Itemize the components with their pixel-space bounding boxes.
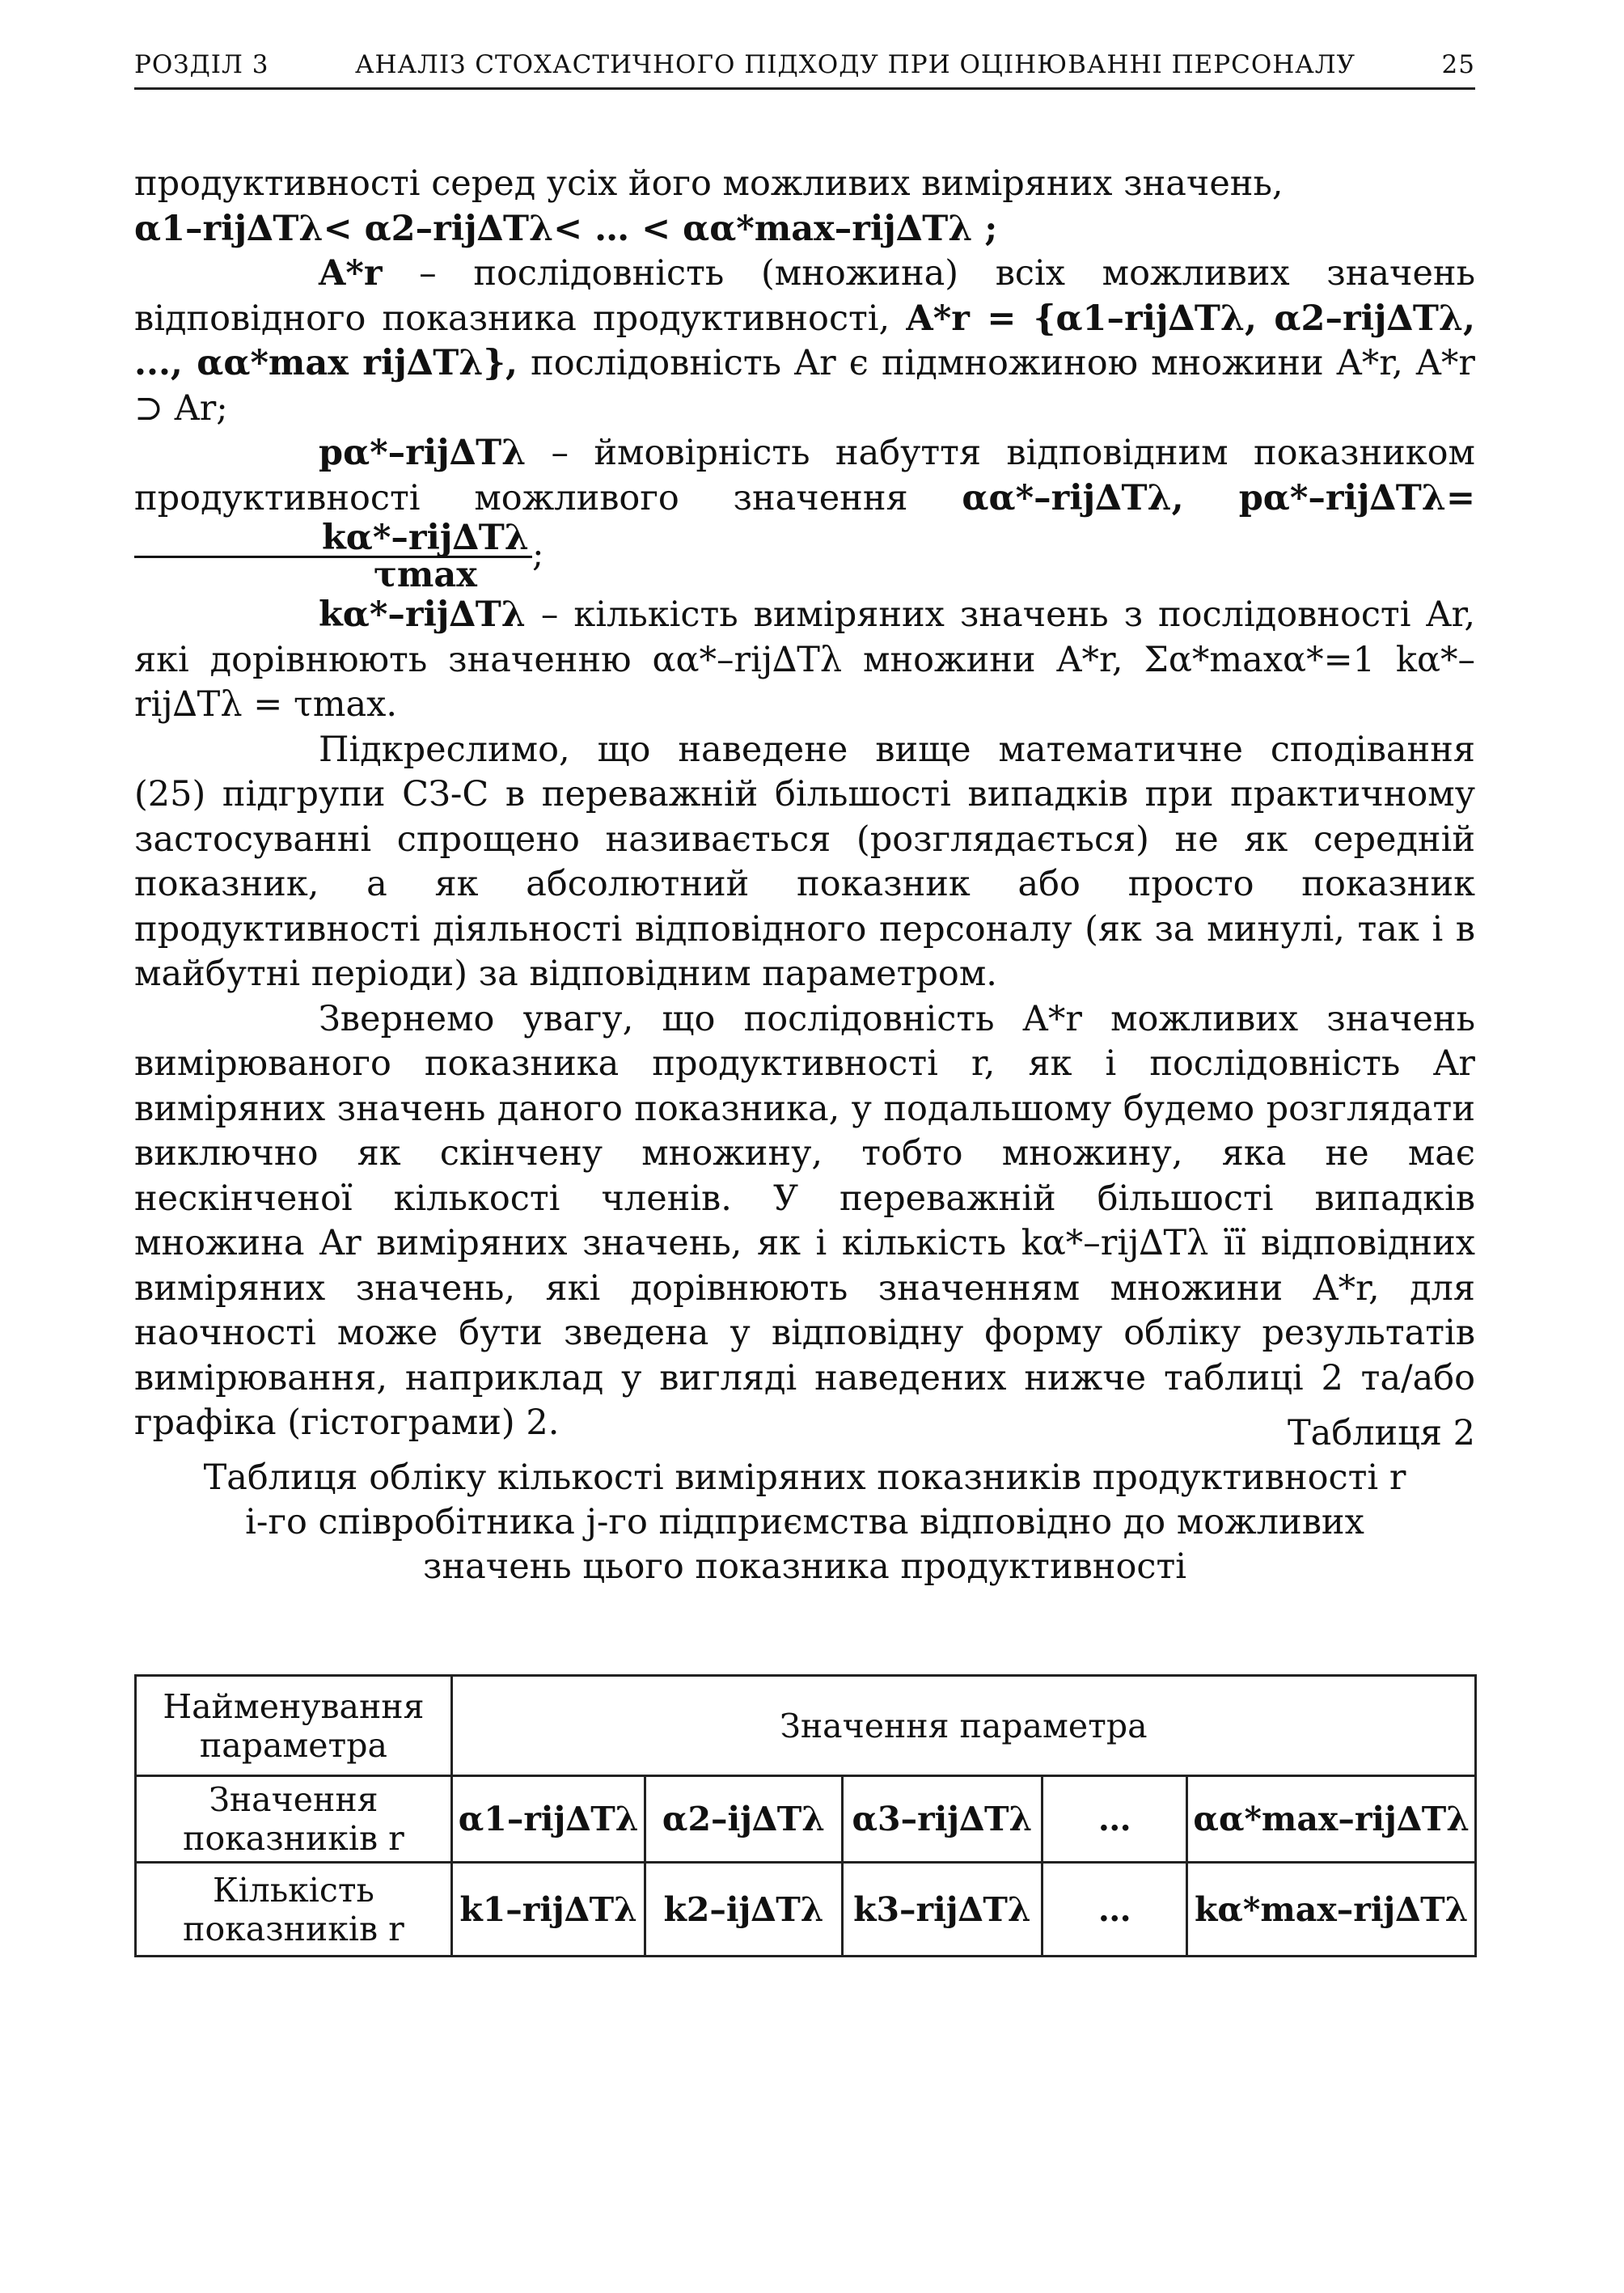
header-cell-values: Значення параметра: [451, 1676, 1475, 1776]
table-cell: αα*max–rij∆Tλ: [1187, 1776, 1476, 1863]
table-cell: …: [1042, 1776, 1187, 1863]
table-cell: k1–rij∆Tλ: [451, 1863, 645, 1957]
chapter-title: АНАЛІЗ СТОХАСТИЧНОГО ПІДХОДУ ПРИ ОЦІНЮВАННІ ПЕРСОНАЛУ: [354, 50, 1356, 79]
table-header-row: [136, 1676, 1476, 1776]
table-title-line-2: i-го співробітника j-го підприємства відповідно до можливих: [245, 1502, 1364, 1542]
table-cell: kα*max–rij∆Tλ: [1187, 1863, 1476, 1957]
paragraph-continuation: продуктивності серед усіх його можливих виміряних значень, α1–rij∆Tλ< α2–rij∆Tλ< … < αα*max–rij∆Tλ ;: [134, 163, 1284, 249]
table-cell: α1–rij∆Tλ: [451, 1776, 645, 1863]
page-number: 25: [1441, 50, 1475, 79]
table-cell: …: [1042, 1863, 1187, 1957]
probability-formula: αα*–rij∆Tλ, pα*–rij∆Tλ=: [962, 477, 1475, 518]
set-formula: A*r = {α1–rij∆Tλ, α2–rij∆Tλ, ..., αα*max rij∆Tλ},: [134, 298, 1475, 383]
running-header: [134, 50, 1475, 90]
table-title-line-1: Таблиця обліку кількості виміряних показників продуктивності r: [203, 1457, 1406, 1498]
row-label: Кількість показників r: [136, 1863, 452, 1957]
symbol-a-star: A*r: [319, 253, 383, 294]
paragraph-sequence: Звернемо увагу, що послідовність A*r можливих значень вимірюваного показника продуктивності r, як і послідовність Ar виміряних значень даного показника, у подальшому будемо розглядати виключно як скінчену множину, тобто множину, яка не має нескінченої кількості членів. У переважній більшості випадків множина Ar виміряних значень, як і кількість kα*–rij∆Tλ її відповідних виміряних значень, які дорівнюють значенням множини A*r, для наочності може бути зведена у відповідну форму обліку результатів вимірювання, наприклад у вигляді наведених нижче таблиці 2 та/або графіка (гістограми) 2.: [134, 998, 1475, 1443]
symbol-k: kα*–rij∆Tλ: [319, 594, 526, 635]
body-text: [134, 162, 1475, 1446]
header-cell-name: Найменування параметра: [136, 1676, 452, 1776]
row-label: Значення показників r: [136, 1776, 452, 1863]
probability-fraction: $\frac{\text{kα*–rij∆Tλ}}{\tau\max}$: [134, 521, 532, 593]
table-cell: k2–ij∆Tλ: [645, 1863, 842, 1957]
paragraph-expectation: Підкреслимо, що наведене вище математичне сподівання (25) підгрупи СЗ-С в переважній більшості випадків при практичному застосуванні спрощено називається (розглядається) не як середній показник, а як абсолютний показник або просто показник продуктивності діяльності відповідного персоналу (як за минулі, так і в майбутні періоди) за відповідним параметром.: [134, 729, 1475, 994]
table-row: [136, 1776, 1476, 1863]
table-cell: α3–rij∆Tλ: [842, 1776, 1042, 1863]
definition-count: kα*–rij∆Tλ – кількість виміряних значень з послідовності Ar, які дорівнюють значенню αα*–rij∆Tλ множини A*r, Σα*maxα*=1 kα*–rij∆Tλ = τmax.: [134, 594, 1475, 725]
definition-a-star: A*r – послідовність (множина) всіх можливих значень відповідного показника продуктивності, A*r = {α1–rij∆Tλ, α2–rij∆Tλ, ..., αα*max rij∆Tλ}, послідовність Ar є підмножиною множини A*r, A*r ⊃ Ar;: [134, 253, 1475, 429]
table-title-line-3: значень цього показника продуктивності: [423, 1546, 1186, 1587]
definition-probability: pα*–rij∆Tλ – ймовірність набуття відповідним показником продуктивності можливого значення αα*–rij∆Tλ, pα*–rij∆Tλ= $\frac{\text{kα*–rij∆Tλ}}{\tau\max}$ ;: [134, 433, 1475, 595]
table-row: [136, 1863, 1476, 1957]
symbol-p: pα*–rij∆Tλ: [319, 433, 527, 473]
section-label: РОЗДІЛ 3: [134, 50, 269, 79]
table-label: Таблиця 2: [1288, 1413, 1475, 1453]
table-cell: α2–ij∆Tλ: [645, 1776, 842, 1863]
table-caption: [134, 1411, 1475, 1589]
inequality-formula: α1–rij∆Tλ< α2–rij∆Tλ< … < αα*max–rij∆Tλ ;: [134, 208, 998, 249]
parameter-table: [134, 1674, 1477, 1957]
table-cell: k3–rij∆Tλ: [842, 1863, 1042, 1957]
